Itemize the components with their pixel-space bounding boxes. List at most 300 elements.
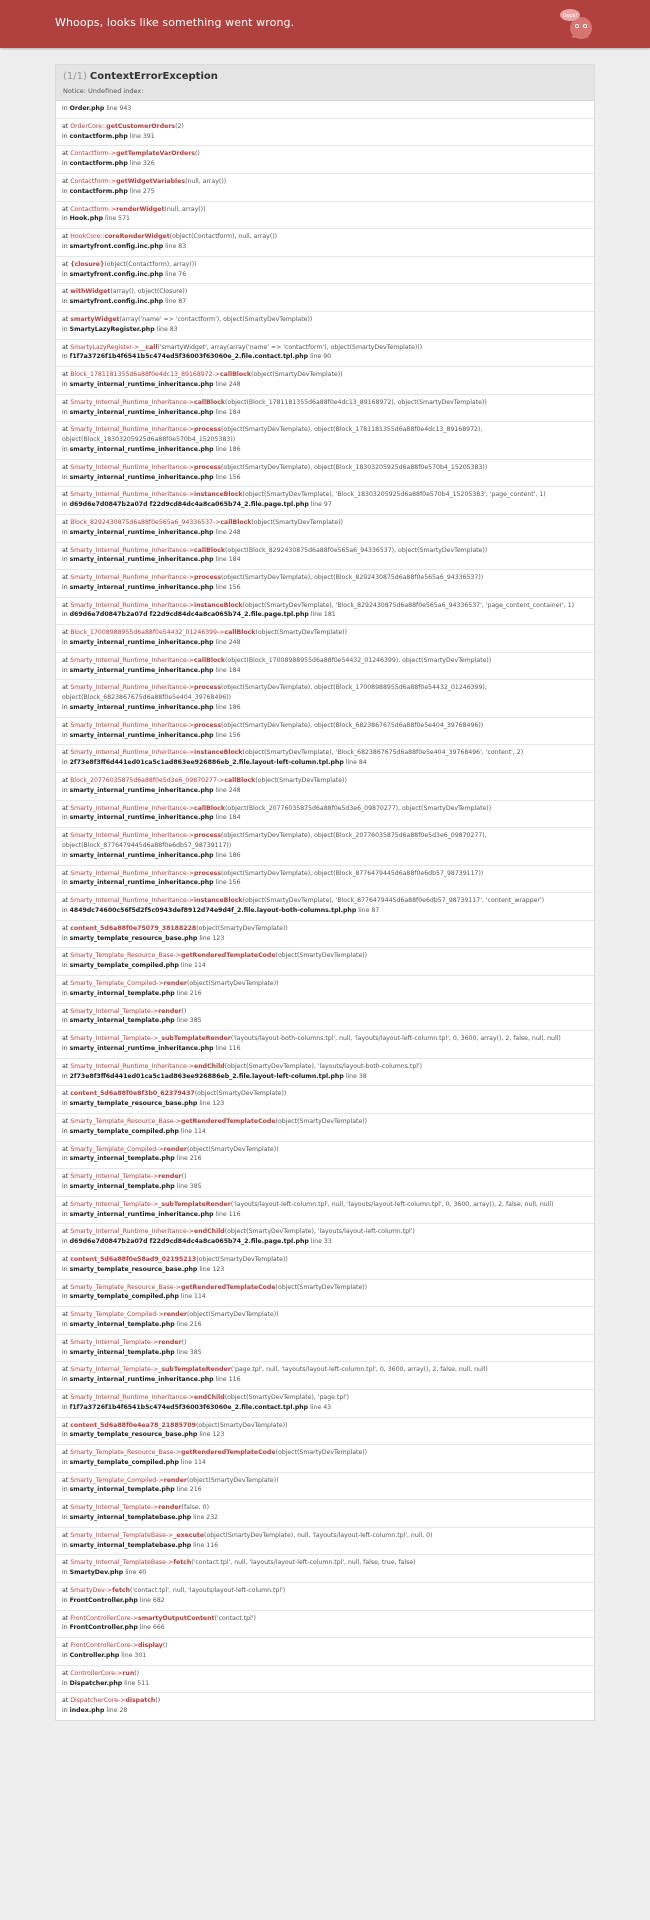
frame-function: getCustomerOrders: [106, 122, 176, 130]
frame-at: at: [62, 491, 69, 499]
frame-file: smarty_internal_runtime_inheritance.php: [69, 1376, 214, 1384]
frame-class: Contactform->: [70, 177, 117, 185]
frame-line: line 83: [165, 242, 187, 250]
frame-class: HookCore::: [70, 233, 105, 241]
frame-file: smarty_template_compiled.php: [69, 1458, 179, 1466]
frame-class: Smarty_Internal_Runtime_Inheritance->: [70, 601, 195, 609]
frame-class: Smarty_Internal_Runtime_Inheritance->: [70, 832, 195, 840]
frame-file: smarty_internal_runtime_inheritance.php: [69, 380, 214, 388]
frame-args: (object(SmartyDevTemplate)): [195, 1421, 288, 1429]
frame-function: getTemplateVarOrders: [116, 150, 195, 158]
frame-call: [62, 287, 588, 297]
stack-frame: [56, 1114, 594, 1142]
frame-location: [62, 1623, 588, 1633]
frame-call: [62, 1089, 588, 1099]
frame-class: Smarty_Internal_TemplateBase->: [70, 1559, 174, 1567]
stack-frame: [56, 101, 594, 119]
frame-call: [62, 1669, 588, 1679]
frame-at: at: [62, 260, 69, 268]
stack-trace: [56, 101, 594, 1720]
frame-in: in: [62, 1044, 68, 1052]
frame-in: in: [62, 962, 68, 970]
frame-call: [62, 205, 588, 215]
stack-frame: [56, 487, 594, 515]
frame-call: [62, 1310, 588, 1320]
frame-args: ('contact.tpl', null, 'layouts/layout-left-column.tpl', null, false, true, false): [191, 1559, 416, 1567]
frame-file: smartyfront.config.inc.php: [69, 298, 164, 306]
frame-line: line 123: [199, 1431, 225, 1439]
frame-call: [62, 1034, 588, 1044]
frame-args: (object(Block_17008988955d6a88f0e54432_01246399), object(SmartyDevTemplate)): [225, 656, 492, 664]
frame-function: callBlock: [194, 804, 226, 812]
stack-frame: [56, 1307, 594, 1335]
frame-class: Contactform->: [70, 205, 117, 213]
frame-args: (object(SmartyDevTemplate)): [186, 1311, 279, 1319]
frame-args: (null, array()): [185, 177, 227, 185]
frame-at: at: [62, 546, 69, 554]
frame-location: [62, 1679, 588, 1689]
frame-class: Block_1781181355d6a88f0e4dc13_89168972->: [70, 371, 220, 379]
frame-function: instanceBlock: [194, 897, 243, 905]
frame-location: [62, 989, 588, 999]
frame-at: at: [62, 1642, 69, 1650]
frame-location: [62, 666, 588, 676]
frame-in: in: [62, 105, 68, 112]
frame-args: (null, array()): [164, 205, 206, 213]
frame-function: callBlock: [194, 398, 226, 406]
frame-file: contactform.php: [69, 187, 128, 195]
frame-args: (object(SmartyDevTemplate)): [251, 518, 343, 526]
frame-in: in: [62, 1458, 68, 1466]
frame-args: (object(Contactform), array()): [104, 260, 197, 268]
frame-function: _execute: [173, 1531, 205, 1539]
frame-in: in: [62, 1017, 68, 1025]
frame-call: [62, 1393, 588, 1403]
frame-line: line 114: [180, 962, 206, 970]
frame-call: [62, 924, 588, 934]
frame-call: [62, 1365, 588, 1375]
frame-call: [62, 1641, 588, 1651]
frame-line: line 682: [139, 1596, 165, 1604]
frame-file: smarty_internal_template.php: [69, 1348, 175, 1356]
frame-file: d69d6e7d0847b2a07d f22d9cd84dc4a8ca065b74_2.file.page.tpl.php: [69, 501, 309, 509]
frame-function: fetch: [112, 1587, 130, 1595]
stack-frame: [56, 948, 594, 976]
frame-class: Smarty_Internal_Runtime_Inheritance->: [70, 749, 195, 757]
stack-frame: [56, 1197, 594, 1225]
frame-line: line 114: [180, 1458, 206, 1466]
exception-class: ContextErrorException: [89, 71, 218, 82]
frame-in: in: [62, 445, 68, 453]
frame-at: at: [62, 371, 69, 379]
frame-function: _subTemplateRender: [158, 1366, 231, 1374]
frame-in: in: [62, 1127, 68, 1135]
frame-location: [62, 1596, 588, 1606]
frame-file: smarty_internal_runtime_inheritance.php: [69, 666, 214, 674]
frame-file: smarty_template_resource_base.php: [69, 1265, 198, 1273]
frame-line: line 156: [215, 473, 241, 481]
error-header-title: Whoops, looks like something went wrong.: [55, 16, 295, 29]
stack-frame: [56, 312, 594, 340]
frame-at: at: [62, 952, 69, 960]
frame-args: (object(Block_20776035875d6a88f0e5d3e6_09870277), object(SmartyDevTemplate)): [225, 804, 492, 812]
frame-class: SmartyLazyRegister->: [70, 343, 140, 351]
frame-line: line 184: [215, 814, 241, 822]
frame-args: (object(SmartyDevTemplate), null, 'layouts/layout-left-column.tpl', null, 0): [204, 1531, 433, 1539]
frame-line: line 385: [176, 1348, 202, 1356]
frame-args: (object(Block_1781181355d6a88f0e4dc13_89168972), object(SmartyDevTemplate)): [225, 398, 487, 406]
frame-at: at: [62, 1062, 69, 1070]
stack-frame: [56, 1583, 594, 1611]
ghost-mascot-icon: [559, 6, 595, 42]
frame-in: in: [62, 1100, 68, 1108]
frame-in: in: [62, 1541, 68, 1549]
frame-in: in: [62, 1155, 68, 1163]
frame-location: [62, 1375, 588, 1385]
frame-class: ControllerCore->: [70, 1669, 123, 1677]
frame-location: [62, 1016, 588, 1026]
frame-at: at: [62, 629, 69, 637]
frame-args: ('layouts/layout-left-column.tpl', null, 'layouts/layout-left-column.tpl', 0, 3600, array(), 2, false, null, null): [230, 1200, 554, 1208]
frame-args: (object(SmartyDevTemplate)): [186, 1476, 279, 1484]
frame-line: line 181: [310, 611, 336, 619]
frame-line: line 391: [129, 132, 155, 140]
frame-in: in: [62, 583, 68, 591]
frame-at: at: [62, 233, 69, 241]
frame-in: in: [62, 907, 68, 915]
frame-class: Smarty_Internal_Runtime_Inheritance->: [70, 574, 195, 582]
frame-location: [62, 1513, 588, 1523]
frame-location: [62, 731, 588, 741]
frame-line: line 216: [176, 989, 202, 997]
stack-frame: [56, 257, 594, 285]
stack-frame: [56, 598, 594, 626]
frame-line: line 156: [215, 731, 241, 739]
stack-frame: [56, 1059, 594, 1087]
frame-function: process: [194, 426, 222, 434]
frame-file: Order.php: [69, 105, 105, 112]
frame-line: line 116: [215, 1210, 241, 1218]
frame-line: line 116: [215, 1376, 241, 1384]
frame-in: in: [62, 759, 68, 767]
frame-at: at: [62, 1173, 69, 1181]
frame-in: in: [62, 1707, 68, 1715]
frame-call: [62, 776, 588, 786]
frame-function: process: [194, 869, 222, 877]
stack-frame: [56, 1004, 594, 1032]
frame-at: at: [62, 1366, 69, 1374]
exception-counter: (1/1): [63, 71, 87, 82]
frame-line: line 571: [105, 215, 130, 223]
frame-call: [62, 951, 588, 961]
frame-line: line 248: [215, 639, 241, 647]
stack-frame: [56, 1086, 594, 1114]
frame-at: at: [62, 656, 69, 664]
frame-in: in: [62, 934, 68, 942]
frame-location: [62, 270, 588, 280]
frame-file: smarty_internal_templatebase.php: [69, 1541, 192, 1549]
frame-args: (object(SmartyDevTemplate)): [275, 1117, 368, 1125]
frame-at: at: [62, 721, 69, 729]
frame-at: at: [62, 1393, 69, 1401]
frame-file: smarty_internal_runtime_inheritance.php: [69, 1044, 214, 1052]
frame-file: smarty_internal_template.php: [69, 1182, 175, 1190]
frame-in: in: [62, 1210, 68, 1218]
frame-file: smarty_internal_template.php: [69, 1155, 175, 1163]
frame-line: line 90: [310, 353, 332, 361]
frame-in: in: [62, 270, 68, 278]
frame-line: line 666: [139, 1624, 165, 1632]
frame-args: (object(SmartyDevTemplate), 'Block_18303205925d6a88f0e570b4_15205383', 'page_content', 1): [242, 491, 546, 499]
frame-function: instanceBlock: [194, 491, 243, 499]
frame-file: smarty_template_resource_base.php: [69, 1431, 198, 1439]
frame-line: line 114: [180, 1127, 206, 1135]
frame-at: at: [62, 1283, 69, 1291]
stack-frame: [56, 773, 594, 801]
frame-args: (): [155, 1697, 161, 1705]
frame-file: smarty_internal_template.php: [69, 1320, 175, 1328]
frame-at: at: [62, 1531, 69, 1539]
frame-at: at: [62, 1007, 69, 1015]
frame-at: at: [62, 1035, 69, 1043]
frame-function: __call: [139, 343, 158, 351]
frame-call: [62, 1558, 588, 1568]
frame-in: in: [62, 989, 68, 997]
frame-class: Smarty_Internal_Runtime_Inheritance->: [70, 1062, 195, 1070]
frame-function: display: [138, 1642, 163, 1650]
frame-line: line 248: [215, 528, 241, 536]
frame-call: [62, 804, 588, 814]
frame-args: (object(SmartyDevTemplate)): [275, 1283, 368, 1291]
frame-class: Smarty_Template_Resource_Base->: [70, 1117, 181, 1125]
frame-class: Smarty_Template_Compiled->: [70, 1311, 164, 1319]
frame-in: in: [62, 639, 68, 647]
stack-frame: [56, 1031, 594, 1059]
frame-call: [62, 260, 588, 270]
frame-at: at: [62, 177, 69, 185]
frame-in: in: [62, 1182, 68, 1190]
frame-in: in: [62, 556, 68, 564]
frame-file: smartyfront.config.inc.php: [69, 270, 164, 278]
frame-call: [62, 1062, 588, 1072]
frame-location: [62, 703, 588, 713]
stack-frame: [56, 1252, 594, 1280]
frame-line: line 43: [310, 1403, 332, 1411]
frame-line: line 123: [199, 934, 225, 942]
frame-class: Smarty_Internal_Runtime_Inheritance->: [70, 1228, 195, 1236]
stack-frame: [56, 801, 594, 829]
stack-frame: [56, 745, 594, 773]
frame-file: smarty_internal_runtime_inheritance.php: [69, 1210, 214, 1218]
stack-frame: [56, 1362, 594, 1390]
frame-location: [62, 380, 588, 390]
frame-call: [62, 343, 588, 353]
stack-frame: [56, 1500, 594, 1528]
stack-frame: [56, 1224, 594, 1252]
frame-file: Dispatcher.php: [69, 1679, 123, 1687]
frame-function: process: [194, 574, 222, 582]
frame-line: line 116: [193, 1541, 219, 1549]
frame-at: at: [62, 398, 69, 406]
frame-class: SmartyDev->: [70, 1587, 113, 1595]
frame-line: line 38: [345, 1072, 367, 1080]
frame-line: line 385: [176, 1017, 202, 1025]
frame-at: at: [62, 1504, 69, 1512]
stack-frame: [56, 828, 594, 865]
frame-args: (object(SmartyDevTemplate), object(Block_6823867675d6a88f0e5e404_39768496)): [221, 721, 484, 729]
frame-call: [62, 1338, 588, 1348]
frame-function: render: [158, 1338, 182, 1346]
frame-function: render: [163, 1311, 187, 1319]
frame-function: render: [163, 980, 187, 987]
frame-call: [62, 1586, 588, 1596]
frame-call: [62, 1255, 588, 1265]
frame-function: callBlock: [224, 629, 256, 637]
frame-file: smarty_internal_template.php: [69, 1017, 175, 1025]
frame-location: [62, 1651, 588, 1661]
frame-args: (object(SmartyDevTemplate), object(Block_1781181355d6a88f0e4dc13_89168972), object(Block_18303205925d6a88f0e570b4_15205383)): [62, 426, 483, 444]
stack-frame: [56, 625, 594, 653]
frame-in: in: [62, 1320, 68, 1328]
frame-in: in: [62, 1348, 68, 1356]
frame-file: index.php: [69, 1707, 105, 1715]
frame-at: at: [62, 1117, 69, 1125]
frame-at: at: [62, 749, 69, 757]
frame-location: [62, 786, 588, 796]
stack-frame: [56, 202, 594, 230]
frame-class: Smarty_Internal_Runtime_Inheritance->: [70, 721, 195, 729]
frame-in: in: [62, 242, 68, 250]
frame-at: at: [62, 1449, 69, 1457]
frame-class: Smarty_Internal_Runtime_Inheritance->: [70, 1393, 195, 1401]
frame-file: Controller.php: [69, 1652, 120, 1660]
stack-frame: [56, 1445, 594, 1473]
frame-location: [62, 408, 588, 418]
stack-frame: [56, 893, 594, 921]
stack-frame: [56, 976, 594, 1004]
frame-function: endChild: [194, 1393, 225, 1401]
frame-function: content_5d6a88f0e4ea78_21885709: [70, 1421, 196, 1429]
frame-file: contactform.php: [69, 132, 128, 140]
frame-file: smarty_internal_runtime_inheritance.php: [69, 528, 214, 536]
frame-class: Smarty_Template_Resource_Base->: [70, 1283, 181, 1291]
frame-function: render: [163, 1145, 187, 1153]
frame-call: [62, 656, 588, 666]
frame-line: line 33: [310, 1238, 332, 1246]
frame-call: [62, 1696, 588, 1706]
frame-line: line 301: [121, 1652, 147, 1660]
frame-function: {closure}: [70, 260, 105, 268]
exception-title: [63, 71, 587, 82]
frame-function: content_5d6a88f0e58ad9_02195213: [70, 1255, 197, 1263]
frame-file: smarty_internal_runtime_inheritance.php: [69, 445, 214, 453]
stack-frame: [56, 718, 594, 746]
frame-line: line 123: [199, 1100, 225, 1108]
frame-file: f1f7a3726f1b4f6541b5c474ed5f36003f63060e_2.file.contact.tpl.php: [69, 1403, 309, 1411]
frame-location: [62, 1210, 588, 1220]
frame-call: [62, 1227, 588, 1237]
frame-line: line 28: [106, 1707, 128, 1715]
frame-at: at: [62, 518, 69, 526]
frame-args: (): [181, 1173, 187, 1181]
frame-class: Smarty_Internal_Runtime_Inheritance->: [70, 804, 195, 812]
frame-location: [62, 445, 588, 455]
frame-file: smarty_internal_runtime_inheritance.php: [69, 814, 214, 822]
frame-location: [62, 132, 588, 142]
frame-at: at: [62, 777, 69, 785]
frame-location: [62, 961, 588, 971]
frame-function: callBlock: [220, 518, 252, 526]
frame-location: [62, 473, 588, 483]
frame-line: line 97: [310, 501, 332, 509]
frame-at: at: [62, 1476, 69, 1484]
frame-call: [62, 177, 588, 187]
frame-location: [62, 1348, 588, 1358]
frame-file: smarty_internal_runtime_inheritance.php: [69, 731, 214, 739]
frame-in: in: [62, 408, 68, 416]
frame-class: OrderCore::: [70, 122, 107, 130]
frame-location: [62, 934, 588, 944]
frame-location: [62, 214, 588, 224]
frame-class: Smarty_Internal_Runtime_Inheritance->: [70, 398, 195, 406]
stack-frame: [56, 866, 594, 894]
frame-file: smarty_internal_runtime_inheritance.php: [69, 786, 214, 794]
frame-function: getRenderedTemplateCode: [180, 1449, 276, 1457]
frame-function: smartyOutputContent: [138, 1614, 215, 1622]
frame-call: [62, 748, 588, 758]
frame-file: SmartyLazyRegister.php: [69, 325, 155, 333]
frame-class: Smarty_Internal_Runtime_Inheritance->: [70, 656, 195, 664]
frame-file: 2f73e8f3ff6d441ed01ca5c1ad863ee926886eb_2.file.layout-left-column.tpl.php: [69, 759, 344, 767]
frame-args: ('contact.tpl', null, 'layouts/layout-left-column.tpl'): [129, 1587, 286, 1595]
frame-function: render: [158, 1007, 182, 1015]
frame-location: [62, 555, 588, 565]
frame-in: in: [62, 731, 68, 739]
frame-file: Hook.php: [69, 215, 104, 223]
frame-at: at: [62, 288, 69, 296]
frame-file: smarty_internal_templatebase.php: [69, 1514, 192, 1522]
frame-args: ('smartyWidget', array(array('name' => 'contactform'), object(SmartyDevTemplate))): [157, 343, 423, 351]
frame-class: Smarty_Internal_Template->: [70, 1366, 159, 1374]
frame-function: getRenderedTemplateCode: [180, 952, 276, 960]
frame-args: (): [181, 1338, 187, 1346]
frame-args: (object(Contactform), null, array()): [169, 233, 278, 241]
frame-in: in: [62, 1514, 68, 1522]
frame-line: line 275: [129, 187, 155, 195]
frame-in: in: [62, 786, 68, 794]
frame-call: [62, 683, 588, 703]
frame-location: [62, 1541, 588, 1551]
frame-args: (false, 0): [181, 1504, 210, 1512]
stack-frame: [56, 1555, 594, 1583]
frame-in: in: [62, 1431, 68, 1439]
frame-args: (object(SmartyDevTemplate)): [275, 1449, 368, 1457]
frame-in: in: [62, 1596, 68, 1604]
frame-location: [62, 1485, 588, 1495]
frame-call: [62, 573, 588, 583]
frame-at: at: [62, 1228, 69, 1236]
frame-call: [62, 628, 588, 638]
frame-at: at: [62, 122, 69, 130]
frame-location: [62, 1458, 588, 1468]
frame-class: Smarty_Template_Compiled->: [70, 1476, 164, 1484]
stack-frame: [56, 1280, 594, 1308]
frame-location: [62, 187, 588, 197]
frame-function: endChild: [194, 1062, 225, 1070]
frame-at: at: [62, 205, 69, 213]
frame-class: Smarty_Template_Resource_Base->: [70, 952, 181, 960]
frame-in: in: [62, 528, 68, 536]
